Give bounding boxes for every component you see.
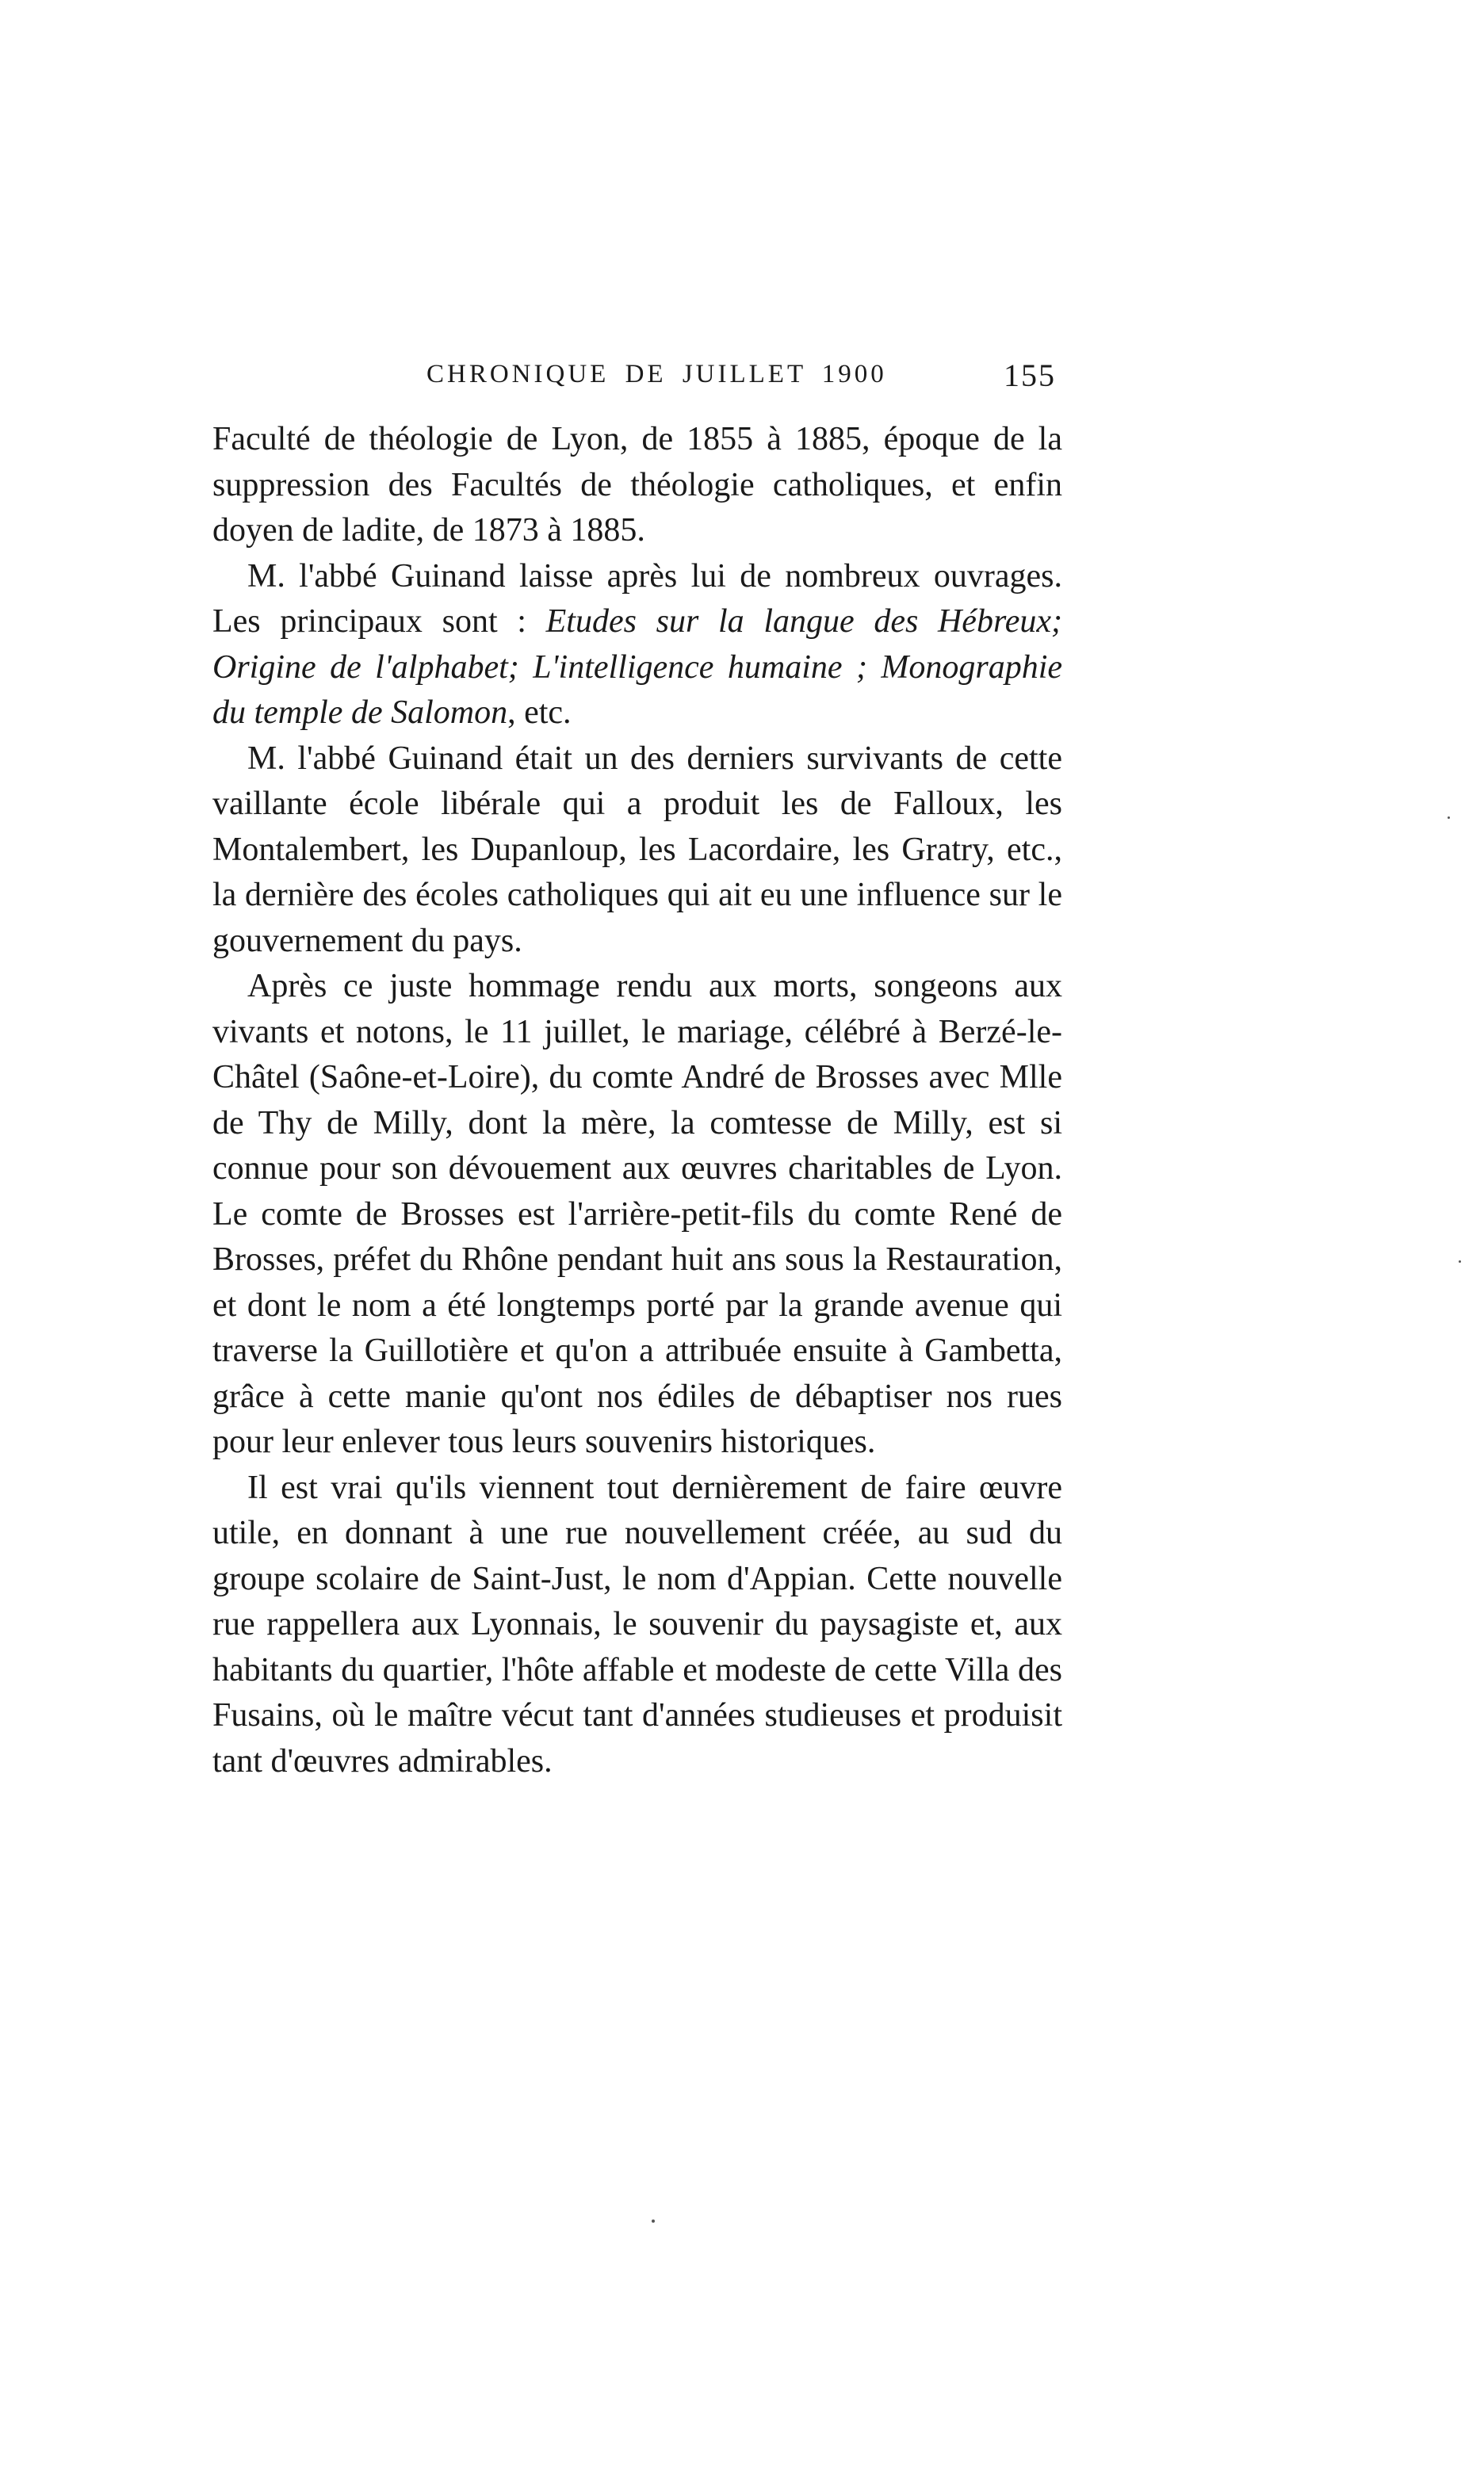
scan-speck (652, 2220, 655, 2223)
text-run: Après ce juste hommage rendu aux morts, songeons aux vivants et notons, le 11 juillet, le mariage, célébré à Berzé-le-Châtel (Saône-et-Loire), du comte André de Brosses avec Mlle de Thy de Milly, dont la mère, la comtesse de Milly, est si connue pour son dévouement aux œuvres charitables de Lyon. Le comte de Brosses est l'arrière-petit-fils du comte René de Brosses, préfet du Rhône pendant huit ans sous la Restauration, et dont le nom a été longtemps porté par la grande avenue qui traverse la Guillotière et qu'on a attribuée ensuite à Gambetta, grâce à cette manie qu'ont nos édiles de débaptiser nos rues pour leur enlever tous leurs souvenirs historiques. (212, 968, 1062, 1460)
text-run: Faculté de théologie de Lyon, de 1855 à 1885, époque de la suppression des Facultés de théologie catholiques, et enfin doyen de ladite, de 1873 à 1885. (212, 421, 1062, 549)
body-text (212, 417, 1062, 1784)
scan-speck (1448, 816, 1450, 819)
italic-book-titles: Etudes sur la langue des Hébreux; Origine de l'alphabet; L'intelligence humaine ; Monographie du temple de Salomon (212, 603, 1063, 731)
paragraph (212, 964, 1062, 1466)
page-number: 155 (1004, 358, 1056, 393)
paragraph (212, 736, 1062, 965)
text-run: M. l'abbé Guinand laisse après lui de nombreux ouvrages. Les principaux sont : (212, 557, 1062, 640)
text-run: , etc. (507, 694, 572, 731)
running-title: CHRONIQUE DE JUILLET 1900 (426, 360, 887, 388)
paragraph (212, 417, 1062, 554)
text-run: Il est vrai qu'ils viennent tout dernièrement de faire œuvre utile, en donnant à une rue nouvellement créée, au sud du groupe scolaire de Saint-Just, le nom d'Appian. Cette nouvelle rue rappellera aux Lyonnais, le souvenir du paysagiste et, aux habitants du quartier, l'hôte affable et modeste de cette Villa des Fusains, où le maître vécut tant d'années studieuses et produisit tant d'œuvres admirables. (212, 1469, 1062, 1780)
text-run: M. l'abbé Guinand était un des derniers survivants de cette vaillante école libérale qui a produit les de Falloux, les Montalembert, les Dupanloup, les Lacordaire, les Gratry, etc., la dernière des écoles catholiques qui ait eu une influence sur le gouvernement du pays. (212, 740, 1062, 959)
running-head (212, 354, 1062, 401)
paragraph (212, 554, 1062, 736)
paragraph (212, 1466, 1062, 1785)
scan-speck (1459, 1260, 1461, 1263)
